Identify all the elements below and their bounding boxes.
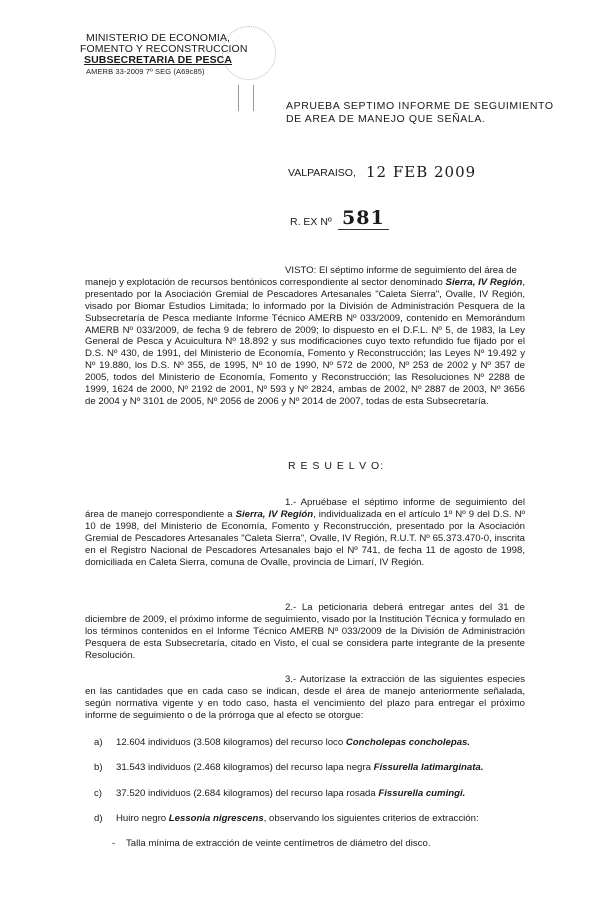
place-date <box>288 163 488 185</box>
place-label: VALPARAISO, <box>288 167 356 179</box>
office-stamp <box>222 26 276 80</box>
species-item-b: b) 31.543 individuos (2.468 kilogramos) del recurso lapa negra Fissurella latimarginata. <box>94 762 484 773</box>
document-title <box>286 100 586 126</box>
visto-text-1: El séptimo informe de seguimiento del área de <box>318 265 517 276</box>
file-reference: AMERB 33-2009 7º SEG (A69c85) <box>86 67 205 76</box>
ministry-name: MINISTERIO DE ECONOMIA, <box>86 32 231 44</box>
title-line-1: APRUEBA SEPTIMO INFORME DE SEGUIMIENTO <box>286 100 554 112</box>
date-stamp: 12 FEB 2009 <box>366 163 477 181</box>
species-item-d: d) Huiro negro Lessonia nigrescens, observando los siguientes criterios de extracción: <box>94 813 479 824</box>
title-line-2: DE AREA DE MANEJO QUE SEÑALA. <box>286 113 486 125</box>
species-item-a: a) 12.604 individuos (3.508 kilogramos) del recurso loco Concholepas concholepas. <box>94 737 471 748</box>
visto-section <box>85 265 525 408</box>
extraction-criterion: - Talla mínima de extracción de veinte centímetros de diámetro del disco. <box>112 838 431 849</box>
ministry-name-2: FOMENTO Y RECONSTRUCCION <box>80 43 248 55</box>
resuelvo-heading: R E S U E L V O: <box>288 460 385 472</box>
area-name: Sierra, IV Región <box>445 276 523 288</box>
undersecretary-name: SUBSECRETARIA DE PESCA <box>84 54 233 66</box>
resolution-label: R. EX Nº <box>290 216 332 228</box>
resolution-item-2: 2.- La peticionaria deberá entregar antes del 31 de diciembre de 2009, el próximo informe de seguimiento, visado por la Institución Técnica y formulado en los términos contenidos en el Informe Técnico AMERB Nº 033/2009 de la División de Administración Pesquera de esta Subsecretaría, citado en Visto, el cual se considera parte integrante de la presente Resolución. <box>85 602 525 661</box>
resolution-item-1: 1.- Apruébase el séptimo informe de seguimiento del área de manejo correspondiente a Sierra, IV Región, individualizada en el artículo 1º Nº 9 del D.S. Nº 10 de 1998, del Ministerio de Economía, Fomento y Reconstrucción, presentado por la Asociación Gremial de Pescadores Artesanales "Caleta Sierra", Ovalle, IV Región, R.U.T. Nº 65.373.470-0, inscrita en el Registro Nacional de Pescadores Artesanales bajo el Nº 741, de fecha 11 de agosto de 1998, domiciliada en Caleta Sierra, comuna de Ovalle, provincia de Limarí, IV Región. <box>85 497 526 568</box>
visto-first-line <box>85 265 525 277</box>
bullet-dot: - <box>112 838 116 849</box>
resolution-item-3: 3.- Autorízase la extracción de las siguientes especies en las cantidades que en cada caso se indican, desde el área de manejo anteriormente señalada, según normativa vigente y en todo caso, hasta el vencimiento del plazo para entregar el próximo informe de seguimiento o de la prórroga que al efecto se otorgue: <box>85 674 525 721</box>
margin-mark <box>238 85 254 111</box>
resolution-number <box>290 207 440 233</box>
visto-paragraph: manejo y explotación de recursos bentónicos correspondiente al sector denominado Sierra, IV Región, presentado por la Asociación Gremial de Pescadores Artesanales "Caleta Sierra", Ovalle, IV Región, visado por Biomar Estudios Limitada; lo informado por la División de Administración Pesquera de la Subsecretaría de Pesca mediante Informe Técnico AMERB Nº 033/2009, contenido en Memorándum AMERB Nº 033/2009, de fecha 9 de febrero de 2009; lo dispuesto en el D.F.L. Nº 5, de 1983, la Ley General de Pesca y Acuicultura Nº 18.892 y sus modificaciones cuyo texto refundido fue fijado por el D.S. Nº 430, de 1991, del Ministerio de Economía, Fomento y Reconstrucción; las Leyes Nº 19.492 y Nº 19.880, los D.S. Nº 355, de 1995, Nº 10 de 1990, Nº 572 de 2000, Nº 253 de 2002 y Nº 357 de 2005, todos del Ministerio de Economía, Fomento y Reconstrucción; las Resoluciones Nº 2288 de 1999, 1624 de 2000, Nº 2192 de 2001, Nº 593 y Nº 2824, ambas de 2002, Nº 2887 de 2003, Nº 3656 de 2004 y Nº 3101 de 2005, Nº 2056 de 2006 y Nº 2014 de 2007, todas de esta Subsecretaría. <box>85 276 525 407</box>
species-item-c: c) 37.520 individuos (2.684 kilogramos) del recurso lapa rosada Fissurella cumingi. <box>94 788 466 799</box>
resolution-value: 581 <box>338 207 389 230</box>
visto-label: VISTO: <box>285 265 317 276</box>
